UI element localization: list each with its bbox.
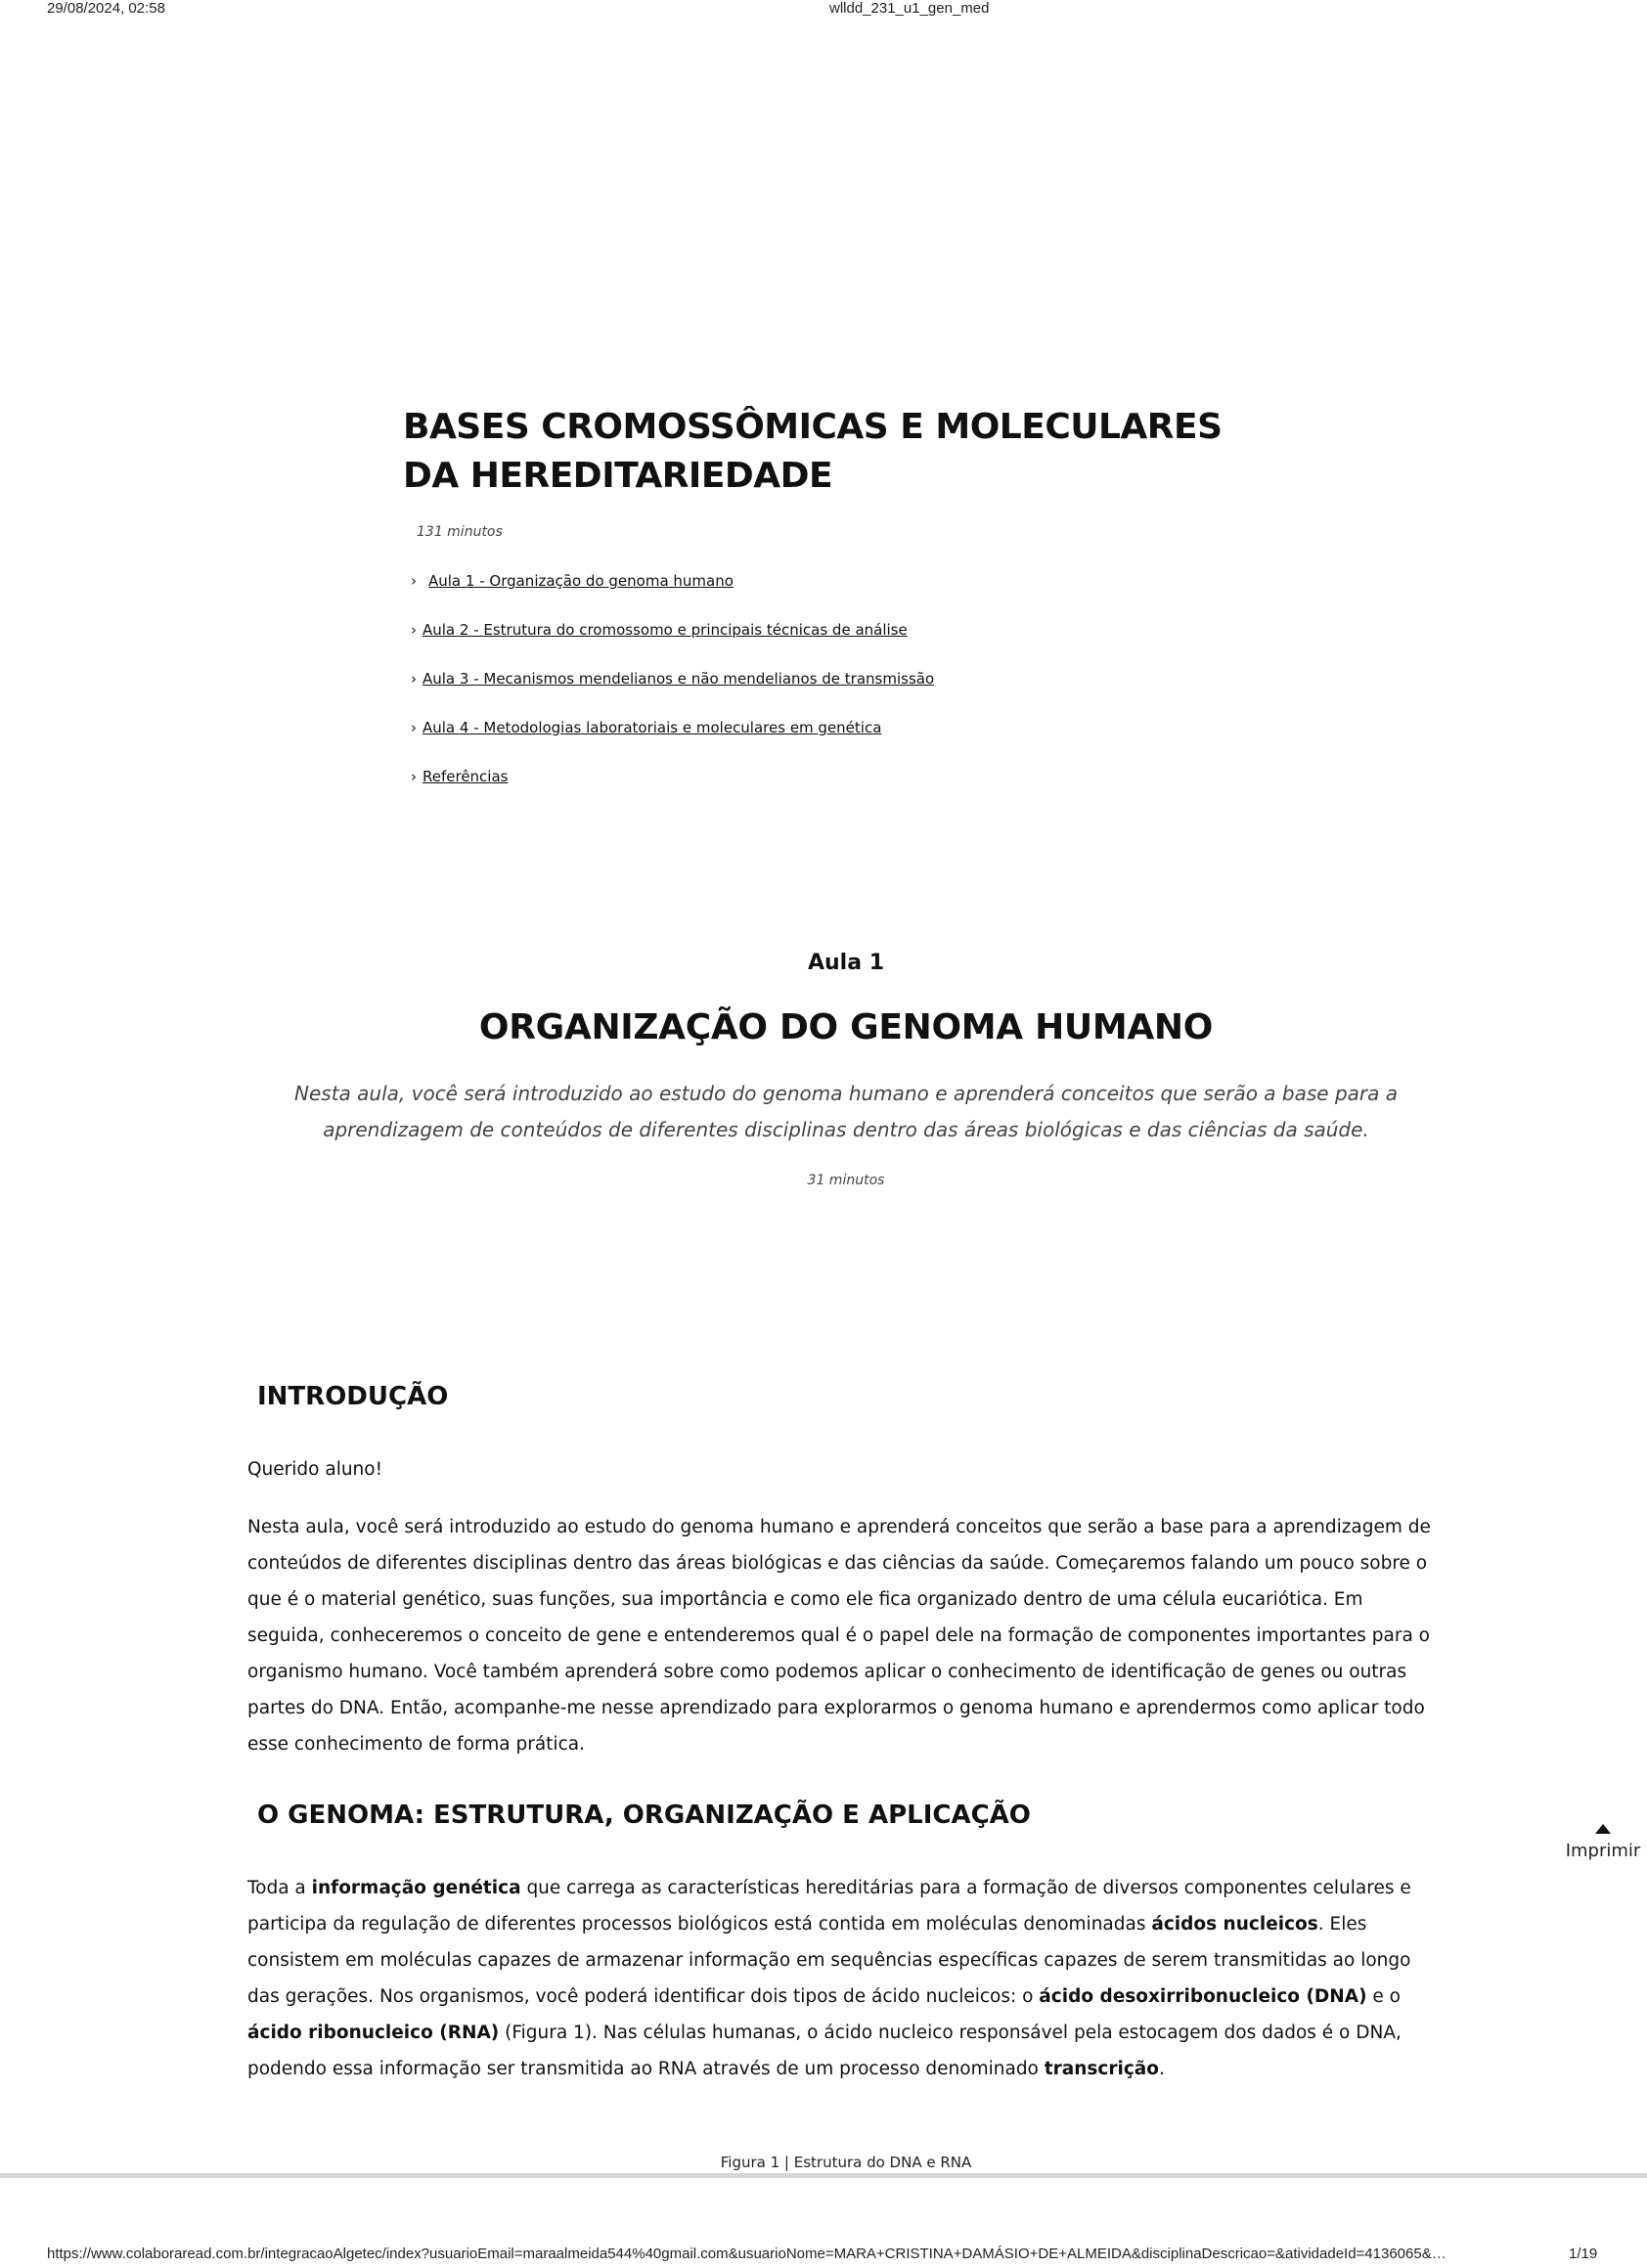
- table-of-contents: [411, 569, 934, 814]
- bold-term: transcrição: [1044, 2059, 1159, 2079]
- toc-link-aula-1[interactable]: Aula 1 - Organização do genoma humano: [428, 572, 734, 590]
- chevron-right-icon: ›: [411, 719, 417, 736]
- toc-item[interactable]: [411, 667, 934, 716]
- text-run: que carrega as características hereditárias para a formação de diversos componentes celulares e participa da regulação de diferentes processos biológicos está contida em moléculas denominadas: [247, 1878, 1411, 1934]
- divider: [0, 2173, 1647, 2178]
- chevron-right-icon: ›: [411, 768, 417, 785]
- genoma-paragraph: [247, 1870, 1443, 2087]
- bold-term: ácidos nucleicos: [1151, 1914, 1318, 1934]
- unit-title: BASES CROMOSSÔMICAS E MOLECULARES DA HEREDITARIEDADE: [403, 407, 1223, 496]
- toc-item[interactable]: [411, 765, 934, 814]
- print-button-label: Imprimir: [1565, 1841, 1641, 1861]
- toc-item[interactable]: [411, 618, 934, 667]
- lesson-title: ORGANIZAÇÃO DO GENOMA HUMANO: [478, 1007, 1214, 1047]
- section-heading-introducao: INTRODUÇÃO: [257, 1382, 449, 1411]
- text-run: (Figura 1). Nas células humanas, o ácido nucleico responsável pela estocagem dos dados é o DNA, podendo essa informação ser transmitida ao RNA através de um processo denominado: [247, 2023, 1402, 2079]
- toc-link-aula-2[interactable]: Aula 2 - Estrutura do cromossomo e principais técnicas de análise: [423, 621, 908, 639]
- unit-duration: 131 minutos: [417, 524, 503, 540]
- toc-link-aula-3[interactable]: Aula 3 - Mecanismos mendelianos e não mendelianos de transmissão: [423, 670, 935, 688]
- lesson-label: Aula 1: [807, 951, 885, 975]
- lesson-description: Nesta aula, você será introduzido ao estudo do genoma humano e aprenderá conceitos que serão a base para a aprendizagem de conteúdos de diferentes disciplinas dentro das áreas biológicas e das ciências da saúde.: [294, 1082, 1398, 1141]
- toc-item[interactable]: [411, 569, 934, 618]
- intro-paragraph: Nesta aula, você será introduzido ao estudo do genoma humano e aprenderá conceitos que serão a base para a aprendizagem de conteúdos de diferentes disciplinas dentro das áreas biológicas e das ciências da saúde. Começaremos falando um pouco sobre o que é o material genético, suas funções, sua importância e como ele fica organizado dentro de uma célula eucariótica. Em seguida, conheceremos o conceito de gene e entenderemos qual é o papel dele na formação de componentes importantes para o organismo humano. Você também aprenderá sobre como podemos aplicar o conhecimento de identificação de genes ou outras partes do DNA. Então, acompanhe-me nesse aprendizado para explorarmos o genoma humano e aprendermos como aplicar todo esse conhecimento de forma prática.: [247, 1517, 1431, 1755]
- caret-up-icon: [1594, 1823, 1612, 1835]
- print-footer-page-number: 1/19: [1569, 2246, 1598, 2262]
- section-heading-genoma: O GENOMA: ESTRUTURA, ORGANIZAÇÃO E APLICAÇÃO: [257, 1801, 1031, 1830]
- chevron-right-icon: ›: [411, 621, 417, 639]
- text-run: e o: [1366, 1986, 1401, 2007]
- chevron-right-icon: ›: [411, 572, 417, 590]
- text-run: . Eles consistem em moléculas capazes de armazenar informação em sequências específicas capazes de serem transmitidas ao longo das gerações. Nos organismos, você poderá identificar dois tipos de ácido nucleicos: o: [247, 1914, 1411, 2007]
- toc-link-aula-4[interactable]: Aula 4 - Metodologias laboratoriais e moleculares em genética: [423, 719, 882, 736]
- toc-link-referencias[interactable]: Referências: [423, 768, 509, 785]
- text-run: .: [1159, 2059, 1165, 2079]
- bold-term: ácido ribonucleico (RNA): [247, 2023, 500, 2043]
- text-run: Toda a: [247, 1878, 312, 1898]
- bold-term: informação genética: [311, 1878, 521, 1898]
- bold-term: ácido desoxirribonucleico (DNA): [1039, 1986, 1367, 2007]
- print-button[interactable]: [1563, 1823, 1643, 1861]
- toc-item[interactable]: [411, 716, 934, 765]
- print-header-datetime: 29/08/2024, 02:58: [47, 0, 165, 17]
- chevron-right-icon: ›: [411, 670, 417, 688]
- lesson-duration: 31 minutos: [807, 1173, 885, 1188]
- intro-greeting: Querido aluno!: [247, 1459, 383, 1480]
- figure-caption: Figura 1 | Estrutura do DNA e RNA: [720, 2154, 972, 2171]
- print-footer-url: https://www.colaboraread.com.br/integracaoAlgetec/index?usuarioEmail=maraalmeida544%40gmail.com&usuarioNome=MARA+CRISTINA+DAMÁSIO+DE+ALMEIDA&disciplinaDescricao=&atividadeId=4136065&…: [47, 2246, 1447, 2262]
- print-header-doc-title: wlldd_231_u1_gen_med: [829, 0, 990, 17]
